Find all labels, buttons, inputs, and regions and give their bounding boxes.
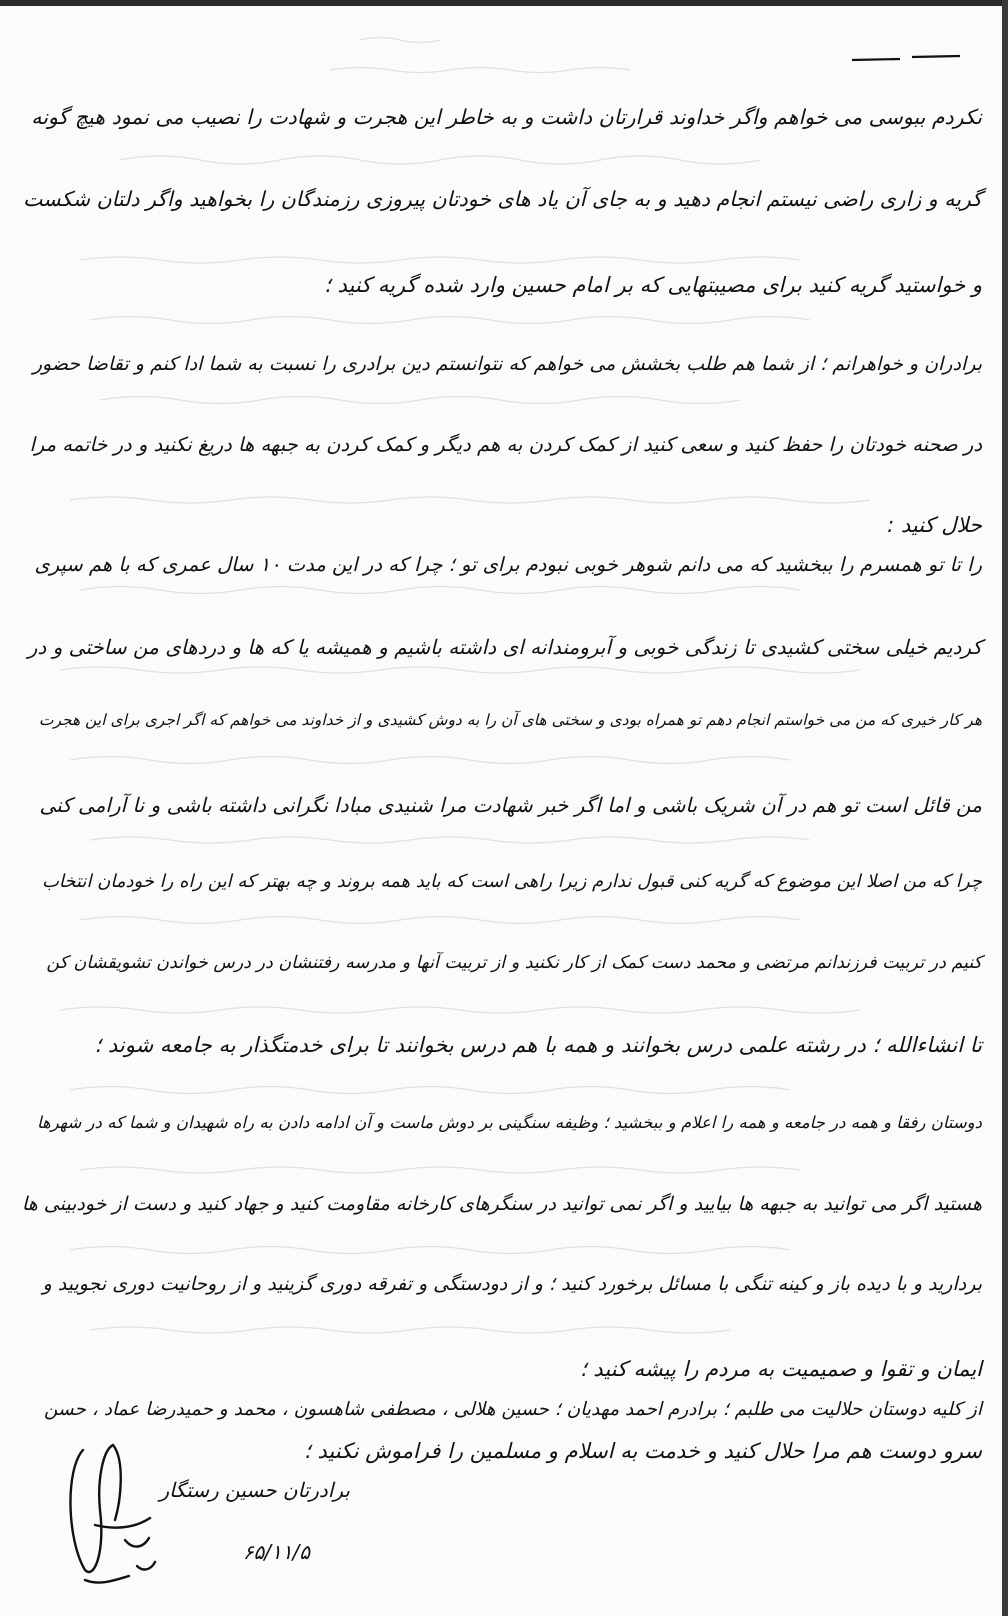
letter-line-9: هر کار خیری که من می خواستم انجام دهم تو همراه بودی و سختی های آن را به دوش کشیدی و از خداوند می خواهم که اگر اجری برای این هجرت (38, 711, 982, 729)
letter-line-4: برادران و خواهرانم ؛ از شما هم طلب بخشش می خواهم که نتوانستم دین برادری را نسبت به شما ادا کنم و تقاضا حضور (32, 353, 982, 375)
letter-line-13: تا انشاءالله ؛ در رشته علمی درس بخوانند و همه با هم درس بخوانند تا برای خدمتگذار به جامعه شوند ؛ (94, 1033, 982, 1057)
letter-line-2: گریه و زاری راضی نیستم انجام دهید و به جای آن یاد های خودتان پیروزی رزمندگان را بخواهید واگر دلتان شکست (23, 187, 982, 211)
letter-line-3: و خواستید گریه کنید برای مصیبتهایی که بر امام حسین وارد شده گریه کنید ؛ (324, 273, 982, 297)
letter-line-1: نکردم ببوسی می خواهم واگر خداوند قرارتان داشت و به خاطر این هجرت و شهادت را نصیب می نمود هیچ گونه (31, 105, 982, 129)
letter-line-18: از کلیه دوستان حلالیت می طلبم ؛ برادرم احمد مهدیان ؛ حسین هلالی ، مصطفی شاهسون ، محمد و حمیدرضا عماد ، حسن (43, 1399, 982, 1420)
letter-line-12: کنیم در تربیت فرزندانم مرتضی و محمد دست کمک از کار نکنید و از تربیت آنها و مدرسه رفتنشان در درس خواندن تشویقشان کن (46, 953, 982, 973)
letter-line-19: سرو دوست هم مرا حلال کنید و خدمت به اسلام و مسلمین را فراموش نکنید ؛ (304, 1439, 982, 1463)
scan-right-edge (1002, 0, 1008, 1616)
letter-line-10: من قائل است تو هم در آن شریک باشی و اما اگر خبر شهادت مرا شنیدی مبادا نگرانی داشته باشی و نا آرامی کنی (39, 793, 982, 817)
letter-line-16: بردارید و با دیده باز و کینه تنگی با مسائل برخورد کنید ؛ و از دودستگی و تفرقه دوری گزینید و از روحانیت دوری نجویید و (42, 1273, 982, 1295)
signature-name: برادرتان حسین رستگار (159, 1478, 350, 1502)
letter-line-14: دوستان رفقا و همه در جامعه و همه را اعلام و ببخشید ؛ وظیفه سنگینی بر دوش ماست و آن ادامه دادن به راه شهیدان و شما که در شهرها (37, 1113, 982, 1132)
letter-line-7: را تا تو همسرم را ببخشید که می دانم شوهر خوبی نبودم برای تو ؛ چرا که در این مدت ۱۰ سال عمری که با هم سپری (34, 553, 982, 576)
letter-line-15: هستید اگر می توانید به جبهه ها بیایید و اگر نمی توانید در سنگرهای کارخانه مقاومت کنید و جهاد کنید و دست از خودبینی ها (21, 1193, 982, 1215)
letter-line-11: چرا که من اصلا این موضوع که گریه کنی قبول ندارم زیرا راهی است که باید همه بروند و چه بهتر که این راه را خودمان انتخاب (41, 871, 982, 892)
signature-date: ۶۵/۱۱/۵ (242, 1540, 310, 1564)
letter-line-5: در صحنه خودتان را حفظ کنید و سعی کنید از کمک کردن به هم دیگر و کمک کردن به جبهه ها دریغ نکنید و در خاتمه مرا (29, 433, 982, 456)
letter-line-8: کردیم خیلی سختی کشیدی تا زندگی خوبی و آبرومندانه ای داشته باشیم و همیشه یا که ها و دردهای من ساختی و در (27, 635, 982, 659)
handwritten-signature (55, 1430, 165, 1590)
header-dash-mark (850, 54, 962, 64)
scan-top-edge (0, 0, 1008, 6)
letter-line-6: حلال کنید : (887, 513, 982, 537)
letter-line-17: ایمان و تقوا و صمیمیت به مردم را پیشه کنید ؛ (579, 1357, 982, 1381)
